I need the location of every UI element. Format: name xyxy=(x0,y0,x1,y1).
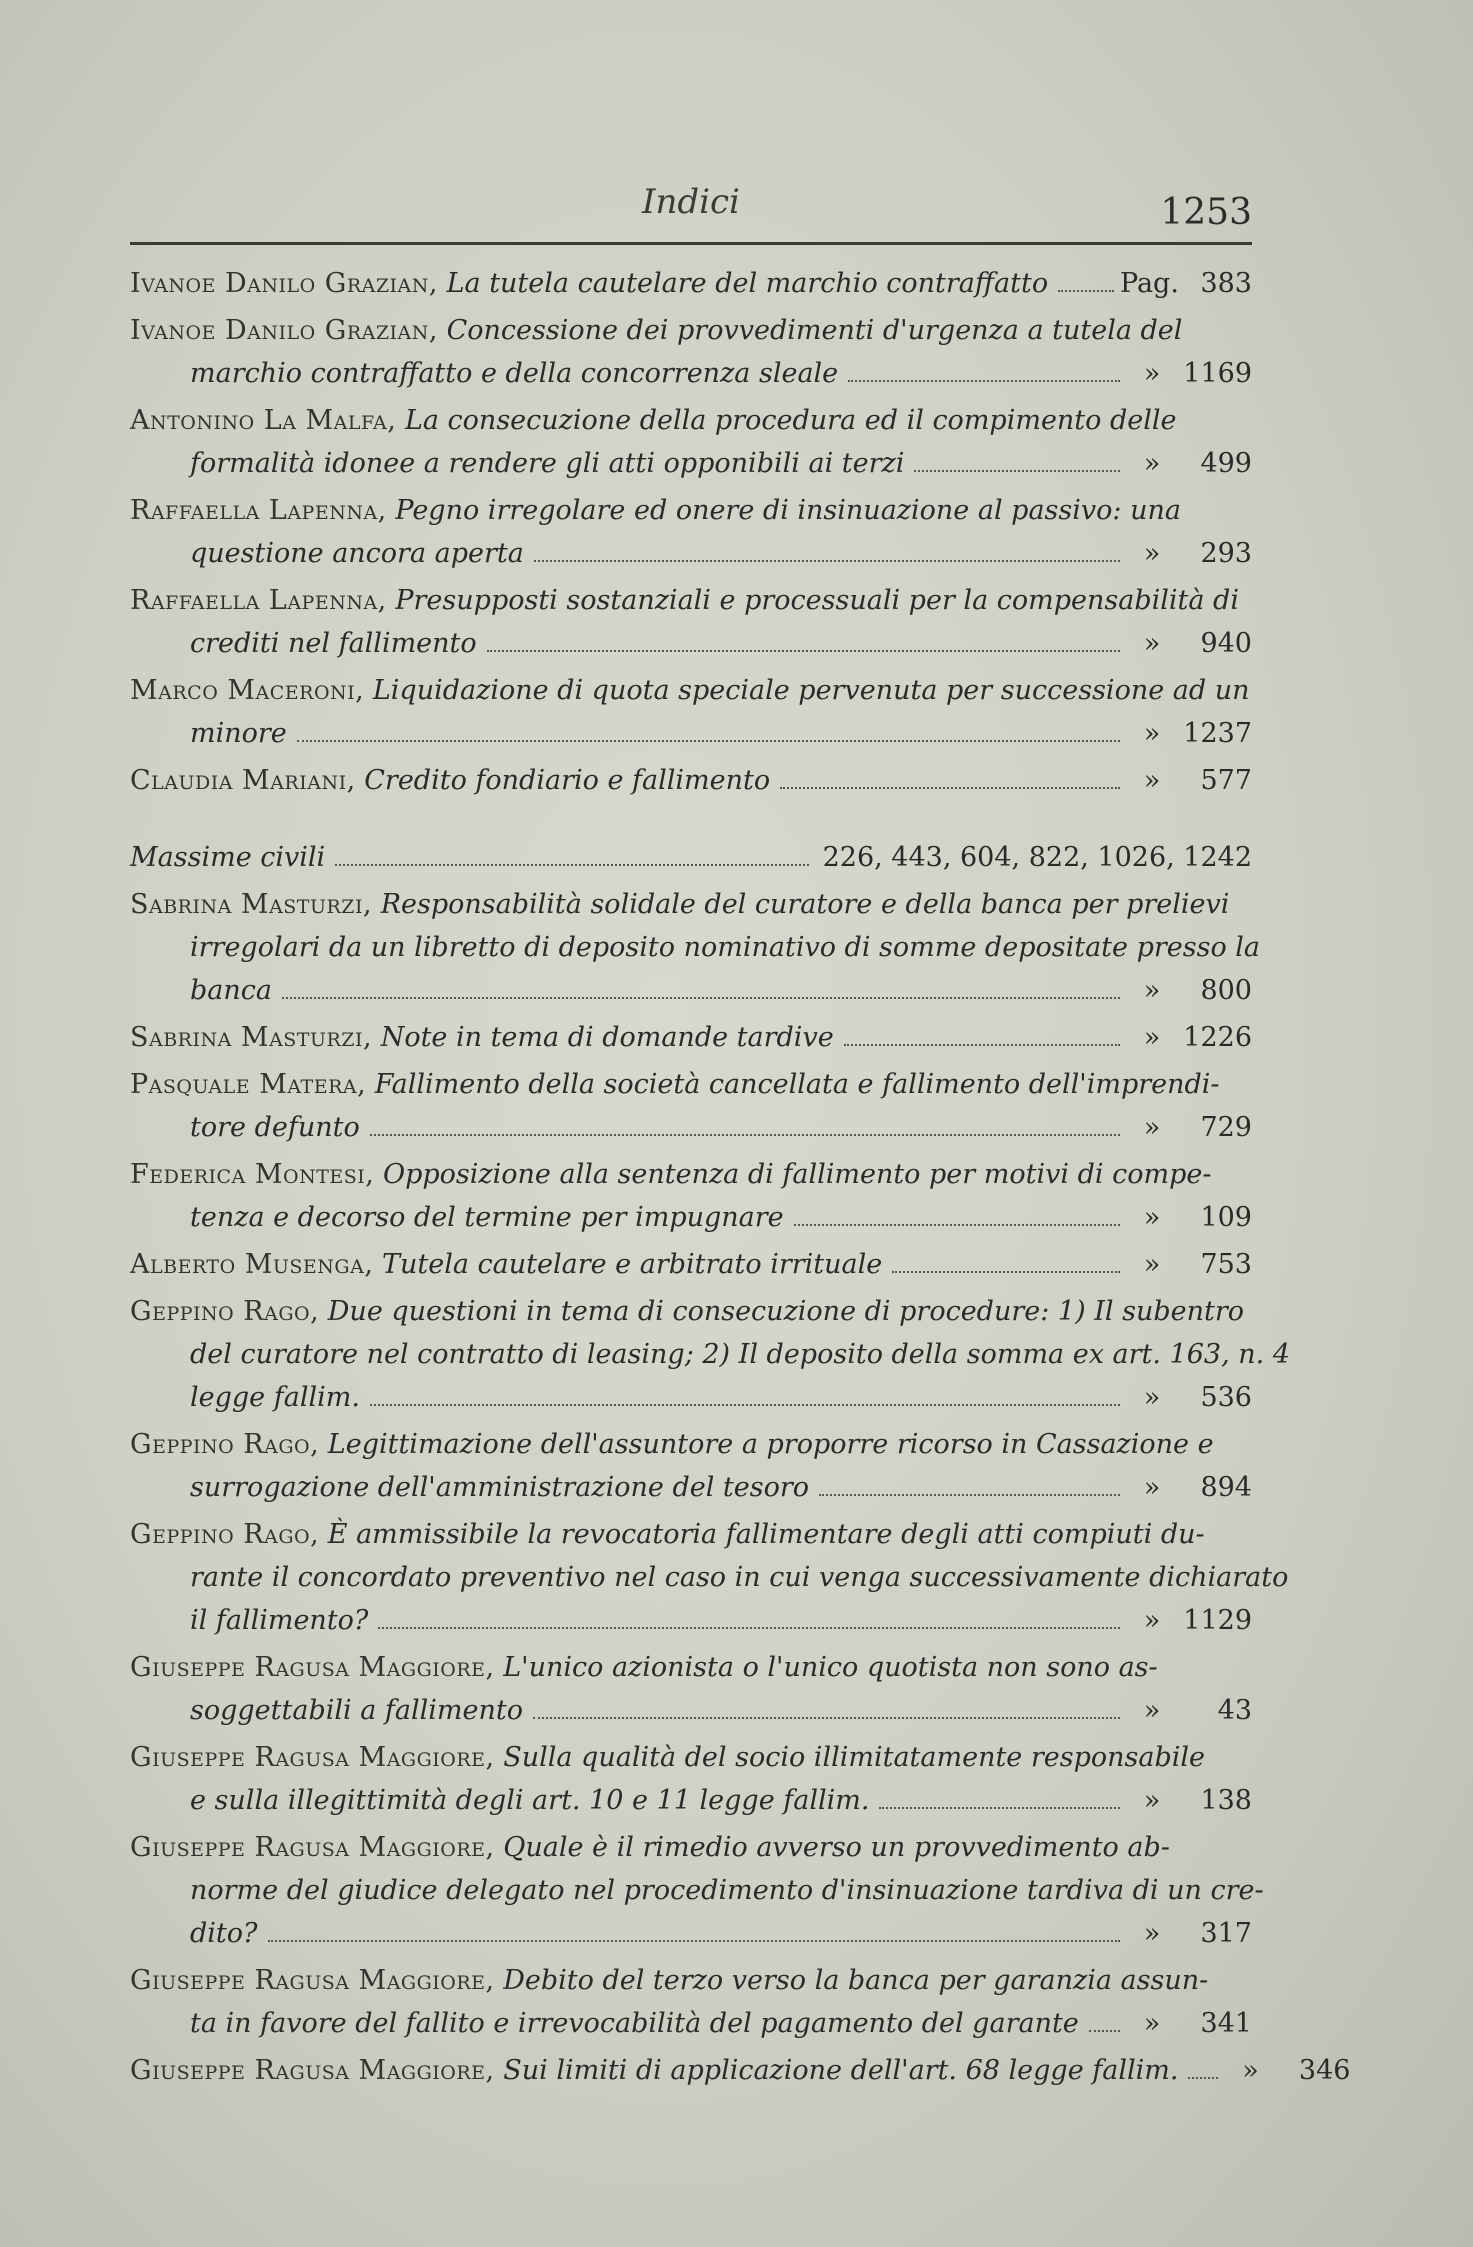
entry-title: Note in tema di domande tardive xyxy=(380,1022,834,1053)
entry-title: surrogazione dell'amministrazione del tesoro xyxy=(190,1472,810,1503)
entry-title: Presupposti sostanziali e processuali per la compensabilità di xyxy=(395,585,1239,616)
running-header xyxy=(130,178,1252,245)
header-title: Indici xyxy=(642,182,740,222)
index-entry xyxy=(130,489,1252,575)
index-entry xyxy=(130,1423,1252,1509)
entry-author: Geppino Rago, xyxy=(130,1296,320,1327)
entry-line xyxy=(130,1376,1252,1419)
entry-page-number: 499 xyxy=(1200,448,1252,479)
entry-title: Legittimazione dell'assuntore a proporre ricorso in Cassazione e xyxy=(327,1429,1214,1460)
page-number: 1253 xyxy=(1160,192,1252,233)
page-mark: » xyxy=(1143,765,1161,796)
index-entry xyxy=(130,1826,1264,1955)
index-entry xyxy=(130,1243,1252,1286)
dot-leader xyxy=(848,380,1120,382)
page-mark: » xyxy=(1143,538,1161,569)
dot-leader xyxy=(370,1404,1120,1406)
entry-title: La consecuzione della procedura ed il compimento delle xyxy=(404,405,1177,436)
entry-page-number: 940 xyxy=(1200,628,1252,659)
entry-line xyxy=(130,579,1252,622)
page-mark: » xyxy=(1143,1785,1161,1816)
entry-title: del curatore nel contratto di leasing; 2) Il deposito della somma ex art. 163, n. 4 xyxy=(190,1339,1290,1370)
page-mark: » xyxy=(1143,975,1161,1006)
page-mark: » xyxy=(1143,1022,1161,1053)
massime-label: Massime civili xyxy=(130,842,326,873)
entry-line xyxy=(130,1466,1252,1509)
entry-title: Responsabilità solidale del curatore e della banca per prelievi xyxy=(380,889,1230,920)
dot-leader xyxy=(335,864,808,866)
entry-line xyxy=(130,712,1252,755)
index-entry xyxy=(130,1646,1252,1732)
dot-leader xyxy=(378,1627,1120,1629)
index-entry xyxy=(130,1063,1252,1149)
entry-page-number: 729 xyxy=(1200,1112,1252,1143)
entry-title: È ammissibile la revocatoria fallimentare degli atti compiuti du- xyxy=(327,1519,1205,1550)
entry-title: legge fallim. xyxy=(190,1382,360,1413)
entry-title: Sui limiti di applicazione dell'art. 68 legge fallim. xyxy=(503,2055,1179,2086)
entry-line xyxy=(130,1106,1252,1149)
dot-leader xyxy=(297,740,1120,742)
entry-line xyxy=(130,1599,1252,1642)
page-mark: » xyxy=(1143,448,1161,479)
index-list xyxy=(130,262,1351,2096)
dot-leader xyxy=(914,470,1120,472)
entry-author: Alberto Musenga, xyxy=(130,1249,374,1280)
dot-leader xyxy=(819,1494,1120,1496)
page-mark: » xyxy=(1143,2008,1161,2039)
page-mark: » xyxy=(1143,1472,1161,1503)
entry-line xyxy=(130,399,1252,442)
entry-title: Due questioni in tema di consecuzione di procedure: 1) Il subentro xyxy=(327,1296,1245,1327)
page-mark: » xyxy=(1143,718,1161,749)
dot-leader xyxy=(487,650,1120,652)
index-entry xyxy=(130,309,1252,395)
entry-page-number: 293 xyxy=(1200,538,1252,569)
entry-author: Giuseppe Ragusa Maggiore, xyxy=(130,1965,495,1996)
index-entry xyxy=(130,1016,1252,1059)
index-entry xyxy=(130,1736,1252,1822)
entry-page-number: 317 xyxy=(1200,1918,1252,1949)
entry-title: Credito fondiario e fallimento xyxy=(364,765,771,796)
entry-line xyxy=(130,1243,1252,1286)
entry-author: Giuseppe Ragusa Maggiore, xyxy=(130,2055,495,2086)
index-entry xyxy=(130,1153,1252,1239)
index-entry xyxy=(130,579,1252,665)
index-entry xyxy=(130,1959,1252,2045)
page-mark: » xyxy=(1242,2055,1259,2086)
entry-line xyxy=(130,262,1252,305)
entry-page-number: 341 xyxy=(1200,2008,1252,2039)
entry-line xyxy=(130,442,1252,485)
entry-line xyxy=(130,1556,1289,1599)
entry-page-number: 1129 xyxy=(1183,1605,1252,1636)
dot-leader xyxy=(282,997,1120,999)
entry-title: dito? xyxy=(190,1918,258,1949)
entry-title: questione ancora aperta xyxy=(190,538,524,569)
entry-page-number: 1237 xyxy=(1183,718,1252,749)
entry-page-number: 577 xyxy=(1200,765,1252,796)
entry-title: Liquidazione di quota speciale pervenuta per successione ad un xyxy=(372,675,1250,706)
entry-title: tenza e decorso del termine per impugnare xyxy=(190,1202,784,1233)
page-mark: » xyxy=(1143,1249,1161,1280)
entry-title: banca xyxy=(190,975,272,1006)
entry-page-number: 346 xyxy=(1298,2055,1351,2086)
spacer xyxy=(130,806,1252,836)
entry-title: tore defunto xyxy=(190,1112,360,1143)
massime-entry xyxy=(130,836,1252,879)
page-mark: » xyxy=(1143,1112,1161,1143)
entry-title: ta in favore del fallito e irrevocabilità del pagamento del garante xyxy=(190,2008,1079,2039)
entry-page-number: 383 xyxy=(1200,268,1252,299)
entry-author: Federica Montesi, xyxy=(130,1159,375,1190)
index-entry xyxy=(130,1290,1290,1419)
entry-line xyxy=(130,1196,1252,1239)
dot-leader xyxy=(370,1134,1120,1136)
entry-line xyxy=(130,759,1252,802)
entry-title: L'unico azionista o l'unico quotista non sono as- xyxy=(503,1652,1158,1683)
entry-line xyxy=(130,1869,1264,1912)
entry-line xyxy=(130,1826,1252,1869)
page-mark: » xyxy=(1143,1918,1161,1949)
dot-leader xyxy=(780,787,1120,789)
entry-title: La tutela cautelare del marchio contraffatto xyxy=(446,268,1049,299)
entry-page-number: 536 xyxy=(1200,1382,1252,1413)
entry-title: Fallimento della società cancellata e fallimento dell'imprendi- xyxy=(374,1069,1220,1100)
entry-line xyxy=(130,1063,1252,1106)
entry-line xyxy=(130,1333,1290,1376)
entry-page-number: 1226 xyxy=(1183,1022,1252,1053)
entry-title: rante il concordato preventivo nel caso in cui venga successivamente dichiarato xyxy=(190,1562,1289,1593)
dot-leader xyxy=(533,1717,1120,1719)
page-mark: » xyxy=(1143,358,1161,389)
entry-author: Geppino Rago, xyxy=(130,1519,320,1550)
entry-line xyxy=(130,309,1252,352)
entry-page-number: 43 xyxy=(1217,1695,1252,1726)
index-entry xyxy=(130,883,1261,1012)
page-mark: » xyxy=(1143,1605,1161,1636)
entry-line xyxy=(130,1646,1252,1689)
entry-author: Sabrina Masturzi, xyxy=(130,1022,373,1053)
index-entry xyxy=(130,399,1252,485)
index-entry xyxy=(130,1513,1289,1642)
page-mark: Pag. xyxy=(1120,268,1179,299)
dot-leader xyxy=(844,1044,1120,1046)
dot-leader xyxy=(268,1940,1121,1942)
entry-title: minore xyxy=(190,718,287,749)
entry-page-number: 753 xyxy=(1200,1249,1252,1280)
index-group-a xyxy=(130,262,1252,802)
entry-title: norme del giudice delegato nel procedimento d'insinuazione tardiva di un cre- xyxy=(190,1875,1264,1906)
entry-line xyxy=(130,1016,1252,1059)
entry-author: Ivanoe Danilo Grazian, xyxy=(130,315,438,346)
entry-line xyxy=(130,1423,1252,1466)
massime-pages: 226, 443, 604, 822, 1026, 1242 xyxy=(822,842,1252,873)
entry-author: Marco Maceroni, xyxy=(130,675,365,706)
entry-line xyxy=(130,1959,1252,2002)
entry-line xyxy=(130,1736,1252,1779)
entry-title: marchio contraffatto e della concorrenza sleale xyxy=(190,358,839,389)
entry-line xyxy=(130,2002,1252,2045)
entry-author: Sabrina Masturzi, xyxy=(130,889,373,920)
entry-author: Raffaella Lapenna, xyxy=(130,495,387,526)
entry-line xyxy=(130,836,1252,879)
entry-line xyxy=(130,1153,1252,1196)
entry-line xyxy=(130,883,1252,926)
page-mark: » xyxy=(1143,628,1161,659)
entry-author: Giuseppe Ragusa Maggiore, xyxy=(130,1652,495,1683)
index-entry xyxy=(130,262,1252,305)
entry-title: Opposizione alla sentenza di fallimento per motivi di compe- xyxy=(382,1159,1212,1190)
page-mark: » xyxy=(1143,1695,1161,1726)
dot-leader xyxy=(1058,290,1114,292)
entry-page-number: 894 xyxy=(1200,1472,1252,1503)
entry-page-number: 1169 xyxy=(1183,358,1252,389)
entry-line xyxy=(130,1689,1252,1732)
entry-page-number: 109 xyxy=(1200,1202,1252,1233)
entry-author: Geppino Rago, xyxy=(130,1429,320,1460)
dot-leader xyxy=(879,1807,1120,1809)
entry-author: Raffaella Lapenna, xyxy=(130,585,387,616)
entry-line xyxy=(130,489,1252,532)
entry-title: il fallimento? xyxy=(190,1605,369,1636)
entry-title: irregolari da un libretto di deposito nominativo di somme depositate presso la xyxy=(190,932,1261,963)
entry-author: Ivanoe Danilo Grazian, xyxy=(130,268,438,299)
entry-title: Tutela cautelare e arbitrato irrituale xyxy=(382,1249,883,1280)
entry-line xyxy=(130,532,1252,575)
entry-title: e sulla illegittimità degli art. 10 e 11 legge fallim. xyxy=(190,1785,870,1816)
index-group-b xyxy=(130,883,1351,2092)
index-entry xyxy=(130,2049,1351,2092)
entry-line xyxy=(130,1779,1252,1822)
entry-title: Pegno irregolare ed onere di insinuazione al passivo: una xyxy=(395,495,1181,526)
entry-author: Antonino La Malfa, xyxy=(130,405,397,436)
entry-page-number: 800 xyxy=(1200,975,1252,1006)
entry-title: Debito del terzo verso la banca per garanzia assun- xyxy=(503,1965,1209,1996)
dot-leader xyxy=(794,1224,1120,1226)
entry-line xyxy=(130,926,1261,969)
page-mark: » xyxy=(1143,1202,1161,1233)
entry-line xyxy=(130,622,1252,665)
entry-author: Pasquale Matera, xyxy=(130,1069,367,1100)
entry-title: Sulla qualità del socio illimitatamente responsabile xyxy=(503,1742,1206,1773)
dot-leader xyxy=(534,560,1120,562)
entry-author: Giuseppe Ragusa Maggiore, xyxy=(130,1742,495,1773)
entry-title: Concessione dei provvedimenti d'urgenza a tutela del xyxy=(446,315,1183,346)
entry-line xyxy=(130,1912,1252,1955)
entry-line xyxy=(130,669,1252,712)
entry-title: formalità idonee a rendere gli atti opponibili ai terzi xyxy=(190,448,905,479)
entry-author: Claudia Mariani, xyxy=(130,765,356,796)
entry-title: crediti nel fallimento xyxy=(190,628,477,659)
entry-title: Quale è il rimedio avverso un provvedimento ab- xyxy=(503,1832,1170,1863)
dot-leader xyxy=(1089,2030,1120,2032)
dot-leader xyxy=(892,1271,1120,1273)
entry-line xyxy=(130,1513,1252,1556)
entry-page-number: 138 xyxy=(1200,1785,1252,1816)
dot-leader xyxy=(1188,2077,1218,2079)
index-entry xyxy=(130,669,1252,755)
entry-line xyxy=(130,969,1252,1012)
entry-line xyxy=(130,1290,1252,1333)
entry-author: Giuseppe Ragusa Maggiore, xyxy=(130,1832,495,1863)
entry-title: soggettabili a fallimento xyxy=(190,1695,523,1726)
entry-line xyxy=(130,352,1252,395)
index-entry xyxy=(130,759,1252,802)
entry-line xyxy=(130,2049,1351,2092)
page-mark: » xyxy=(1143,1382,1161,1413)
